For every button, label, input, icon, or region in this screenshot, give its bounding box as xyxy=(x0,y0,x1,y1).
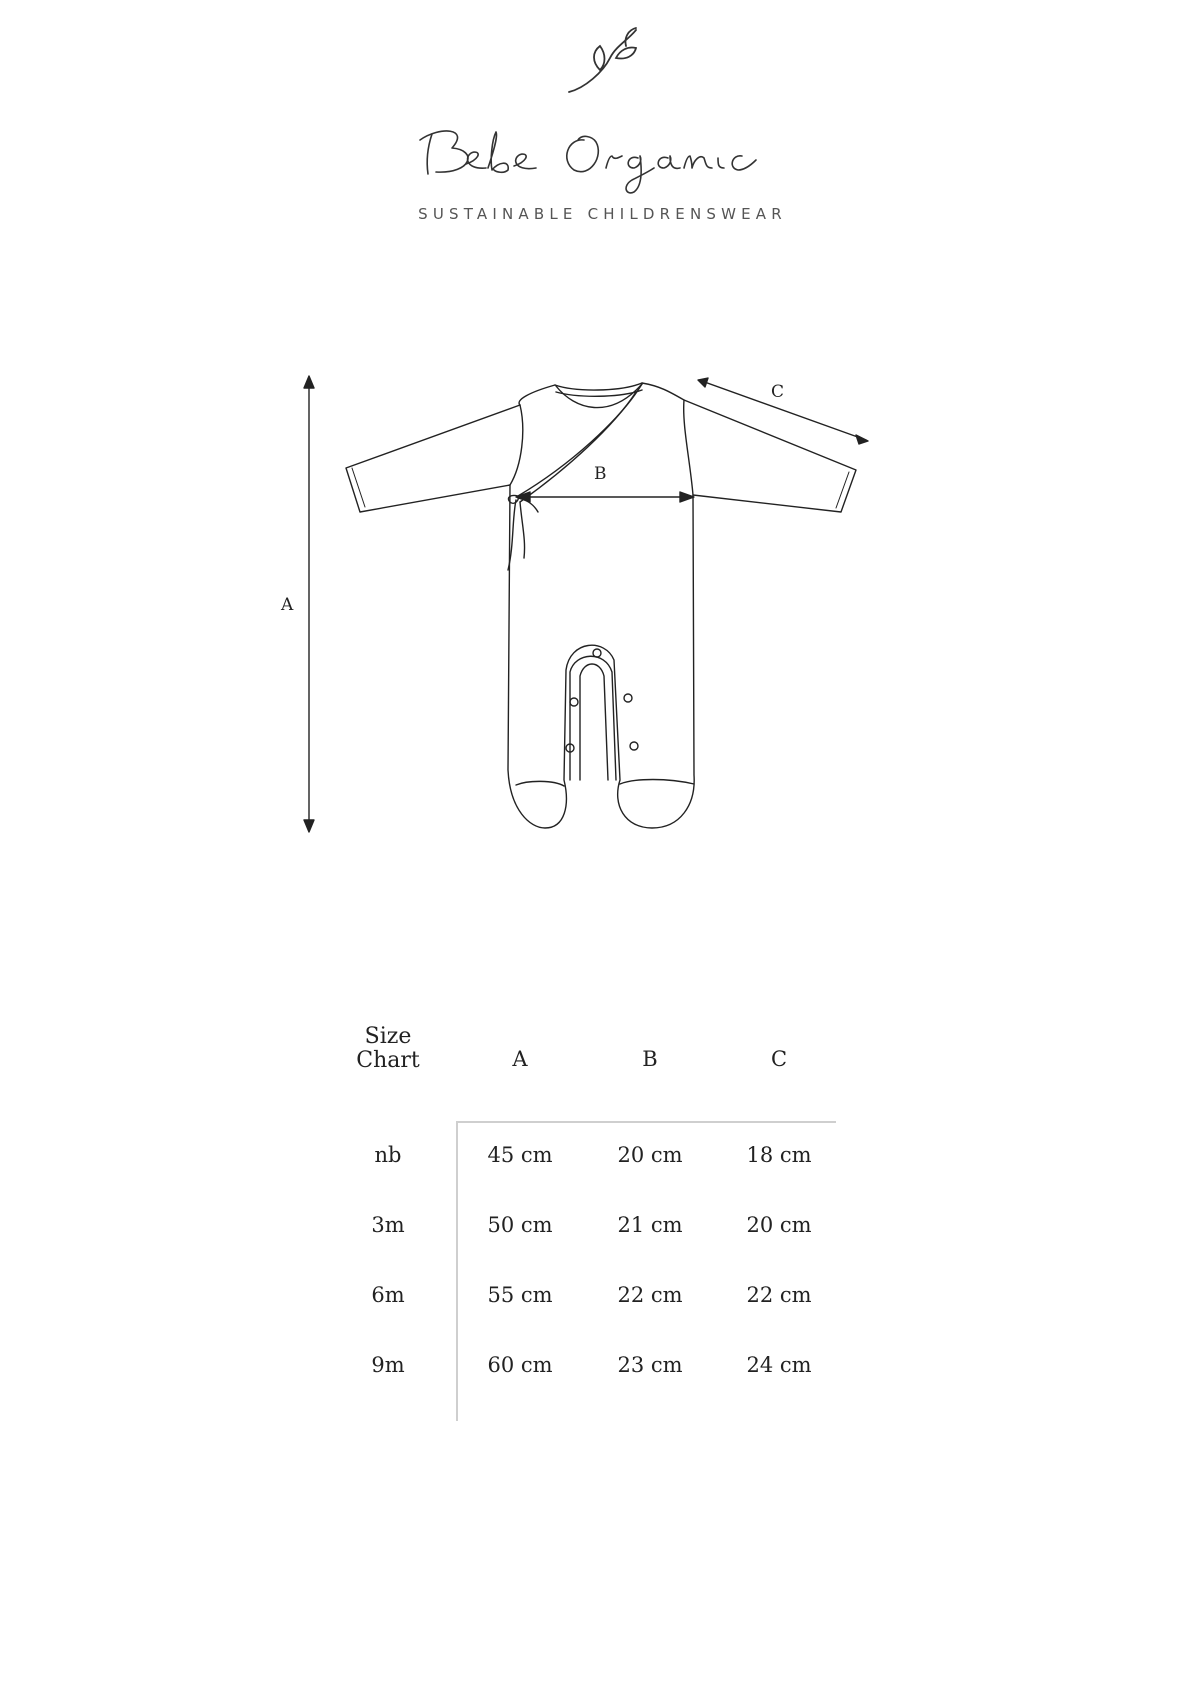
size-chart-table xyxy=(350,1024,850,1415)
column-header-b: B xyxy=(642,1047,658,1071)
row-size-label: nb xyxy=(374,1143,402,1167)
dimension-label-b: B xyxy=(594,464,607,484)
column-header-a: A xyxy=(512,1047,528,1071)
row-value-b: 23 cm xyxy=(617,1353,683,1377)
size-chart-title-line2: Chart xyxy=(356,1048,420,1073)
brand-tagline: SUSTAINABLE CHILDRENSWEAR xyxy=(418,205,787,223)
dimension-label-c: C xyxy=(771,382,785,402)
brand-wordmark xyxy=(420,131,756,193)
row-value-c: 24 cm xyxy=(746,1353,812,1377)
brand-header xyxy=(0,0,1200,240)
row-size-label: 6m xyxy=(371,1283,405,1307)
row-value-c: 18 cm xyxy=(746,1143,812,1167)
dimension-label-a: A xyxy=(281,595,294,615)
garment-diagram xyxy=(0,300,1200,860)
row-size-label: 3m xyxy=(371,1213,405,1237)
romper-illustration xyxy=(0,300,1200,860)
row-size-label: 9m xyxy=(371,1353,405,1377)
column-header-c: C xyxy=(770,1047,788,1071)
row-value-a: 50 cm xyxy=(487,1213,553,1237)
leaf-icon xyxy=(569,28,636,92)
row-value-a: 55 cm xyxy=(487,1283,553,1307)
table-horizontal-divider xyxy=(456,1121,836,1123)
row-value-c: 22 cm xyxy=(746,1283,812,1307)
row-value-c: 20 cm xyxy=(746,1213,812,1237)
row-value-a: 60 cm xyxy=(487,1353,553,1377)
row-value-b: 21 cm xyxy=(617,1213,683,1237)
row-value-b: 20 cm xyxy=(617,1143,683,1167)
size-chart-title xyxy=(328,1025,448,1073)
row-value-b: 22 cm xyxy=(617,1283,683,1307)
size-chart-title-line1: Size xyxy=(364,1024,412,1049)
brand-logo xyxy=(0,0,1200,240)
table-vertical-divider xyxy=(456,1121,458,1421)
row-value-a: 45 cm xyxy=(487,1143,553,1167)
